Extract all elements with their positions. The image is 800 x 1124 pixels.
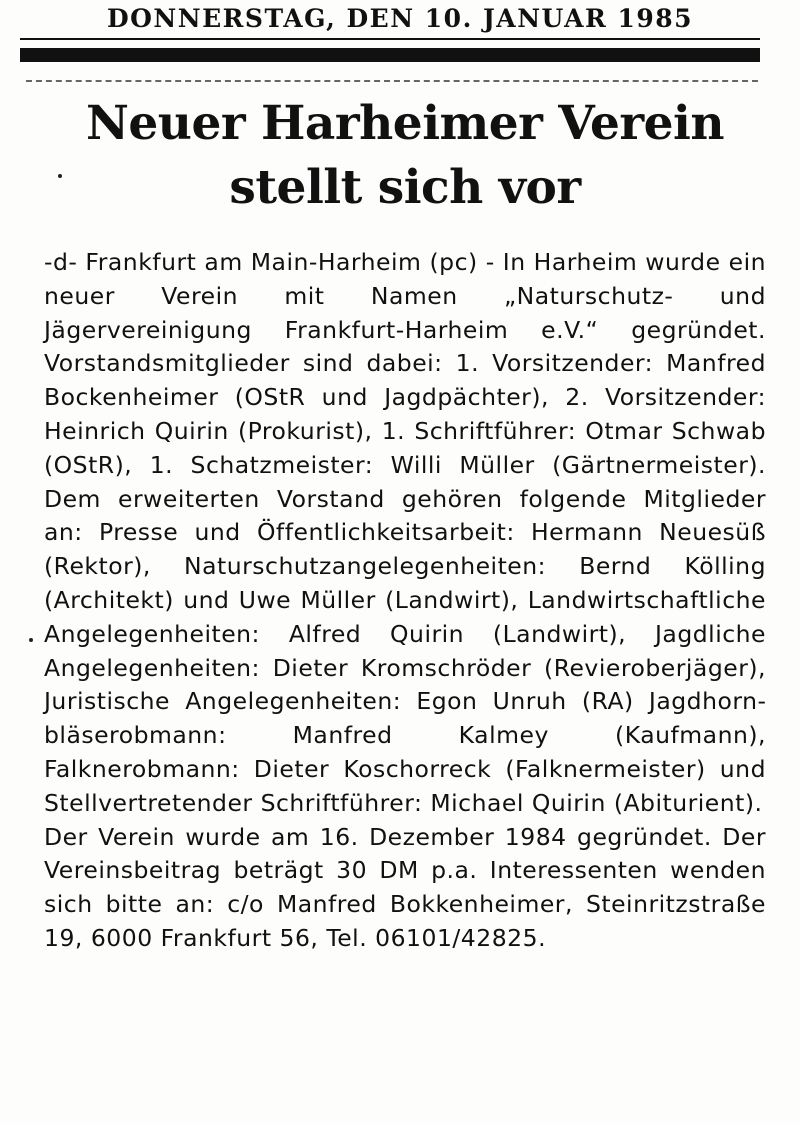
print-speck xyxy=(29,638,33,642)
dateline: DONNERSTAG, DEN 10. JANUAR 1985 xyxy=(106,4,694,33)
top-rule-thick xyxy=(20,48,760,62)
print-speck xyxy=(58,174,62,178)
headline-line-2: stellt sich vor xyxy=(229,160,581,215)
article-paragraph-2: Der Verein wurde am 16. Dezember 1984 gegründet. Der Vereinsbeitrag beträgt 30 DM p.a. Interessenten wenden sich bitte an: c/o Manfred Bokkenheimer, Steinritzstraße 19, 6000 Frankfurt 56, Tel. 06101/42825. xyxy=(44,822,766,952)
top-rule-thin xyxy=(20,38,760,40)
article-paragraph-1: -d- Frankfurt am Main-Harheim (pc) - In Harheim wurde ein neuer Verein mit Namen „Naturschutz- und Jägervereinigung Frankfurt-Harheim e.V.“ gegründet. Vorstandsmitglieder sind dabei: 1. Vorsitzender: Manfred Bockenheimer (OStR und Jagdpächter), 2. Vorsitzender: Heinrich Quirin (Prokurist), 1. Schriftführer: Otmar Schwab (OStR), 1. Schatzmeister: Willi Müller (Gärtnermeister). Dem erweiterten Vorstand gehören folgende Mitglieder an: Presse und Öffentlichkeitsarbeit: Hermann Neuesüß (Rektor), Naturschutzangelegenheiten: Bernd Kölling (Architekt) und Uwe Müller (Landwirt), Landwirtschaftliche Angelegenheiten: Alfred Quirin (Landwirt), Jagdliche Angelegenheiten: Dieter Kromschröder (Revieroberjäger), Juristische Angelegenheiten: Egon Unruh (RA) Jagdhornbläserobmann: Manfred Kalmey (Kaufmann), Falknerobmann: Dieter Koschorreck (Falknermeister) und Stellvertretender Schriftführer: Michael Quirin (Abiturient). xyxy=(44,248,766,817)
dotted-rule xyxy=(26,80,758,82)
article-body xyxy=(44,246,766,956)
headline-line-1: Neuer Harheimer Verein xyxy=(85,96,725,151)
headline xyxy=(20,92,790,220)
